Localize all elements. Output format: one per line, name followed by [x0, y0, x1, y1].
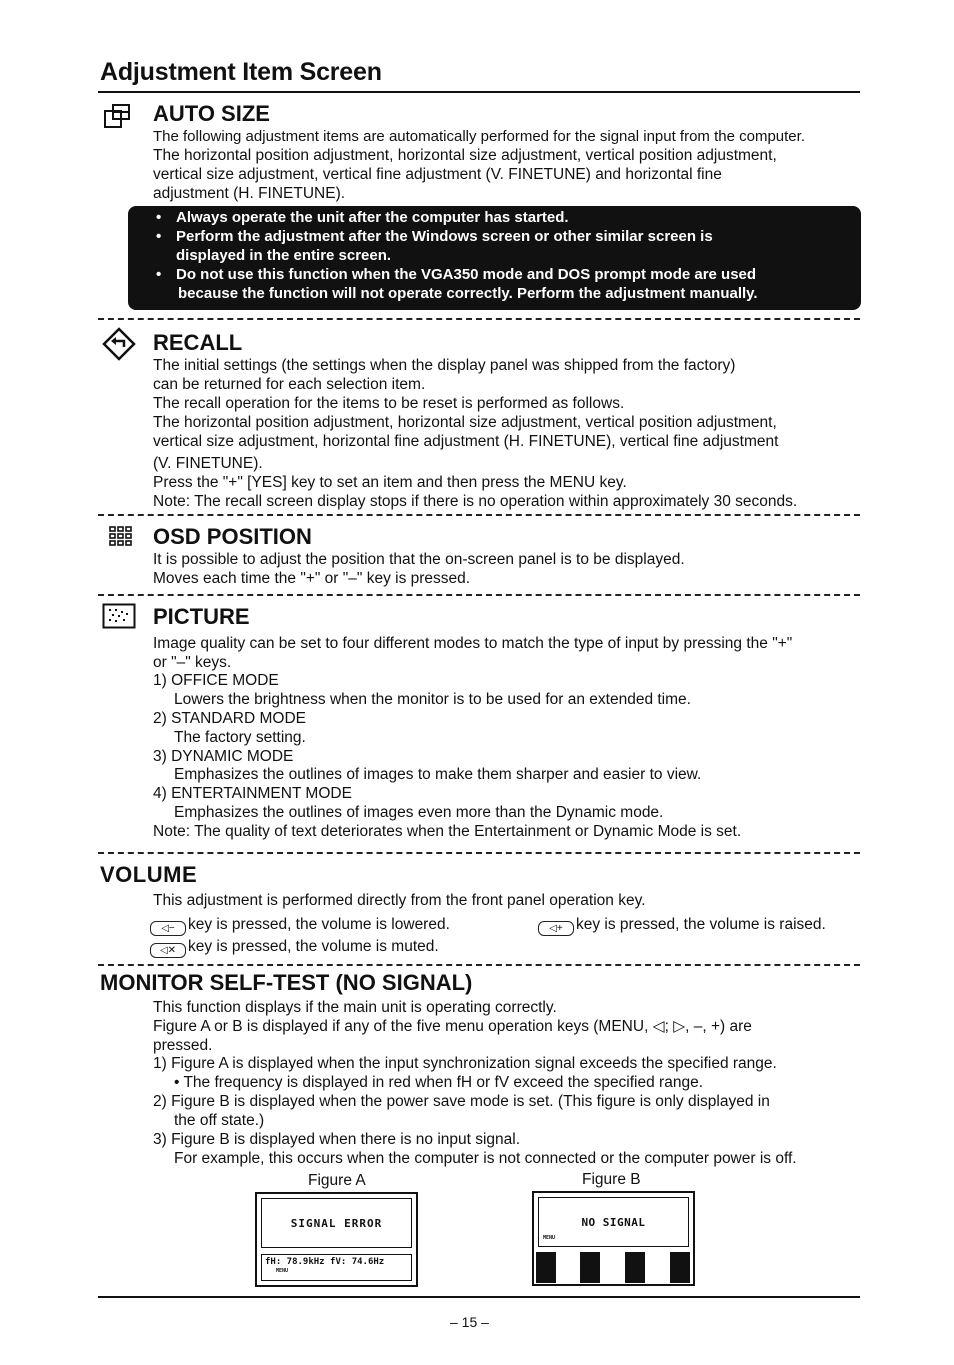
figure-b-block [536, 1252, 556, 1283]
self-test-line-8: 3) Figure B is displayed when there is no input signal. [153, 1131, 521, 1148]
picture-mode-3-desc: Emphasizes the outlines of images to make them sharper and easier to view. [174, 766, 702, 783]
recall-line-5: vertical size adjustment, horizontal fine adjustment (H. FINETUNE), vertical fine adjustment [153, 433, 779, 450]
picture-mode-1-desc: Lowers the brightness when the monitor is to be used for an extended time. [174, 691, 691, 708]
self-test-line-1: This function displays if the main unit is operating correctly. [153, 999, 557, 1016]
figure-a-freq: fH: 78.9kHz fV: 74.6Hz [265, 1257, 385, 1267]
note-2: • Perform the adjustment after the Windows screen or other similar screen is [176, 227, 851, 246]
page-number: – 15 – [450, 1314, 489, 1330]
picture-mode-4: 4) ENTERTAINMENT MODE [153, 785, 352, 802]
volume-up-text: key is pressed, the volume is raised. [576, 916, 826, 933]
volume-down-text: key is pressed, the volume is lowered. [188, 916, 450, 933]
divider [98, 852, 860, 854]
picture-mode-2-desc: The factory setting. [174, 729, 306, 746]
figure-a-menu: MENU [276, 1268, 289, 1274]
picture-note: Note: The quality of text deteriorates when the Entertainment or Dynamic Mode is set. [153, 823, 742, 840]
auto-size-line-2: The horizontal position adjustment, horizontal size adjustment, vertical position adjustment, [153, 147, 777, 164]
auto-size-title: AUTO SIZE [153, 101, 270, 126]
figure-a-message: SIGNAL ERROR [290, 1217, 383, 1230]
auto-size-line-3: vertical size adjustment, vertical fine adjustment (V. FINETUNE) and horizontal fine [153, 166, 722, 183]
self-test-line-5: • The frequency is displayed in red when fH or fV exceed the specified range. [174, 1074, 703, 1091]
divider [98, 514, 860, 516]
figure-b-block [670, 1252, 690, 1283]
recall-line-4: The horizontal position adjustment, horizontal size adjustment, vertical position adjustment, [153, 414, 777, 431]
volume-mute-text: key is pressed, the volume is muted. [188, 938, 439, 955]
picture-mode-2: 2) STANDARD MODE [153, 710, 307, 727]
recall-icon [102, 327, 136, 361]
footer-rule [98, 1296, 860, 1298]
picture-mode-4-desc: Emphasizes the outlines of images even more than the Dynamic mode. [174, 804, 664, 821]
figure-b-block [580, 1252, 600, 1283]
picture-line-1: Image quality can be set to four different modes to match the type of input by pressing the "+" [153, 635, 793, 652]
osd-position-title: OSD POSITION [153, 524, 312, 549]
figure-a [255, 1192, 418, 1287]
picture-line-2: or "–" keys. [153, 654, 232, 671]
recall-line-2: can be returned for each selection item. [153, 376, 426, 393]
volume-up-key-icon: ◁+ [538, 921, 574, 936]
note-3: • Do not use this function when the VGA350 mode and DOS prompt mode are used [176, 265, 851, 284]
auto-size-line-4: adjustment (H. FINETUNE). [153, 185, 346, 202]
mute-key-icon: ◁✕ [150, 943, 186, 958]
volume-title: VOLUME [100, 862, 198, 887]
self-test-line-9: For example, this occurs when the computer is not connected or the computer power is off. [174, 1150, 797, 1167]
self-test-line-2: Figure A or B is displayed if any of the five menu operation keys (MENU, ◁; ▷, –, +) are [153, 1018, 752, 1035]
figure-b-message-box [538, 1197, 689, 1247]
self-test-line-7: the off state.) [174, 1112, 265, 1129]
auto-size-notes [128, 206, 861, 310]
self-test-line-6: 2) Figure B is displayed when the power save mode is set. (This figure is only displayed in [153, 1093, 770, 1110]
volume-down-key-icon: ◁− [150, 921, 186, 936]
figure-a-caption: Figure A [308, 1172, 366, 1189]
divider [98, 318, 860, 320]
figure-b-message: NO SIGNAL [581, 1216, 646, 1229]
figure-b [532, 1191, 695, 1286]
note-1: • Always operate the unit after the computer has started. [176, 208, 851, 227]
figure-a-message-box [261, 1198, 412, 1248]
volume-up-row [538, 915, 826, 936]
divider [98, 594, 860, 596]
recall-line-3: The recall operation for the items to be reset is performed as follows. [153, 395, 625, 412]
picture-mode-3: 3) DYNAMIC MODE [153, 748, 294, 765]
recall-line-7: Press the "+" [YES] key to set an item and then press the MENU key. [153, 474, 627, 491]
picture-icon [102, 603, 136, 629]
osd-line-2: Moves each time the "+" or "–" key is pressed. [153, 570, 471, 587]
page-title: Adjustment Item Screen [100, 58, 382, 86]
recall-line-1: The initial settings (the settings when the display panel was shipped from the factory) [153, 357, 736, 374]
figure-b-caption: Figure B [582, 1171, 641, 1188]
divider [98, 964, 860, 966]
figure-b-block [625, 1252, 645, 1283]
auto-size-icon [103, 103, 133, 131]
self-test-title: MONITOR SELF-TEST (NO SIGNAL) [100, 970, 473, 995]
recall-line-6: (V. FINETUNE). [153, 455, 263, 472]
auto-size-line-1: The following adjustment items are automatically performed for the signal input from the computer. [153, 128, 805, 145]
self-test-line-3: pressed. [153, 1037, 213, 1054]
note-2-cont: displayed in the entire screen. [176, 247, 392, 264]
volume-intro: This adjustment is performed directly from the front panel operation key. [153, 892, 646, 909]
osd-line-1: It is possible to adjust the position that the on-screen panel is to be displayed. [153, 551, 685, 568]
note-3-cont: because the function will not operate correctly. Perform the adjustment manually. [178, 285, 758, 302]
title-rule [98, 91, 860, 93]
picture-mode-1: 1) OFFICE MODE [153, 672, 279, 689]
osd-position-icon [109, 526, 133, 546]
figure-b-menu: MENU [543, 1235, 556, 1241]
recall-note: Note: The recall screen display stops if there is no operation within approximately 30 seconds. [153, 493, 798, 510]
volume-down-row [150, 915, 450, 936]
volume-mute-row [150, 937, 439, 958]
figure-a-freq-box [261, 1254, 412, 1281]
self-test-line-4: 1) Figure A is displayed when the input synchronization signal exceeds the specified range. [153, 1055, 777, 1072]
picture-title: PICTURE [153, 604, 250, 629]
recall-title: RECALL [153, 330, 243, 355]
